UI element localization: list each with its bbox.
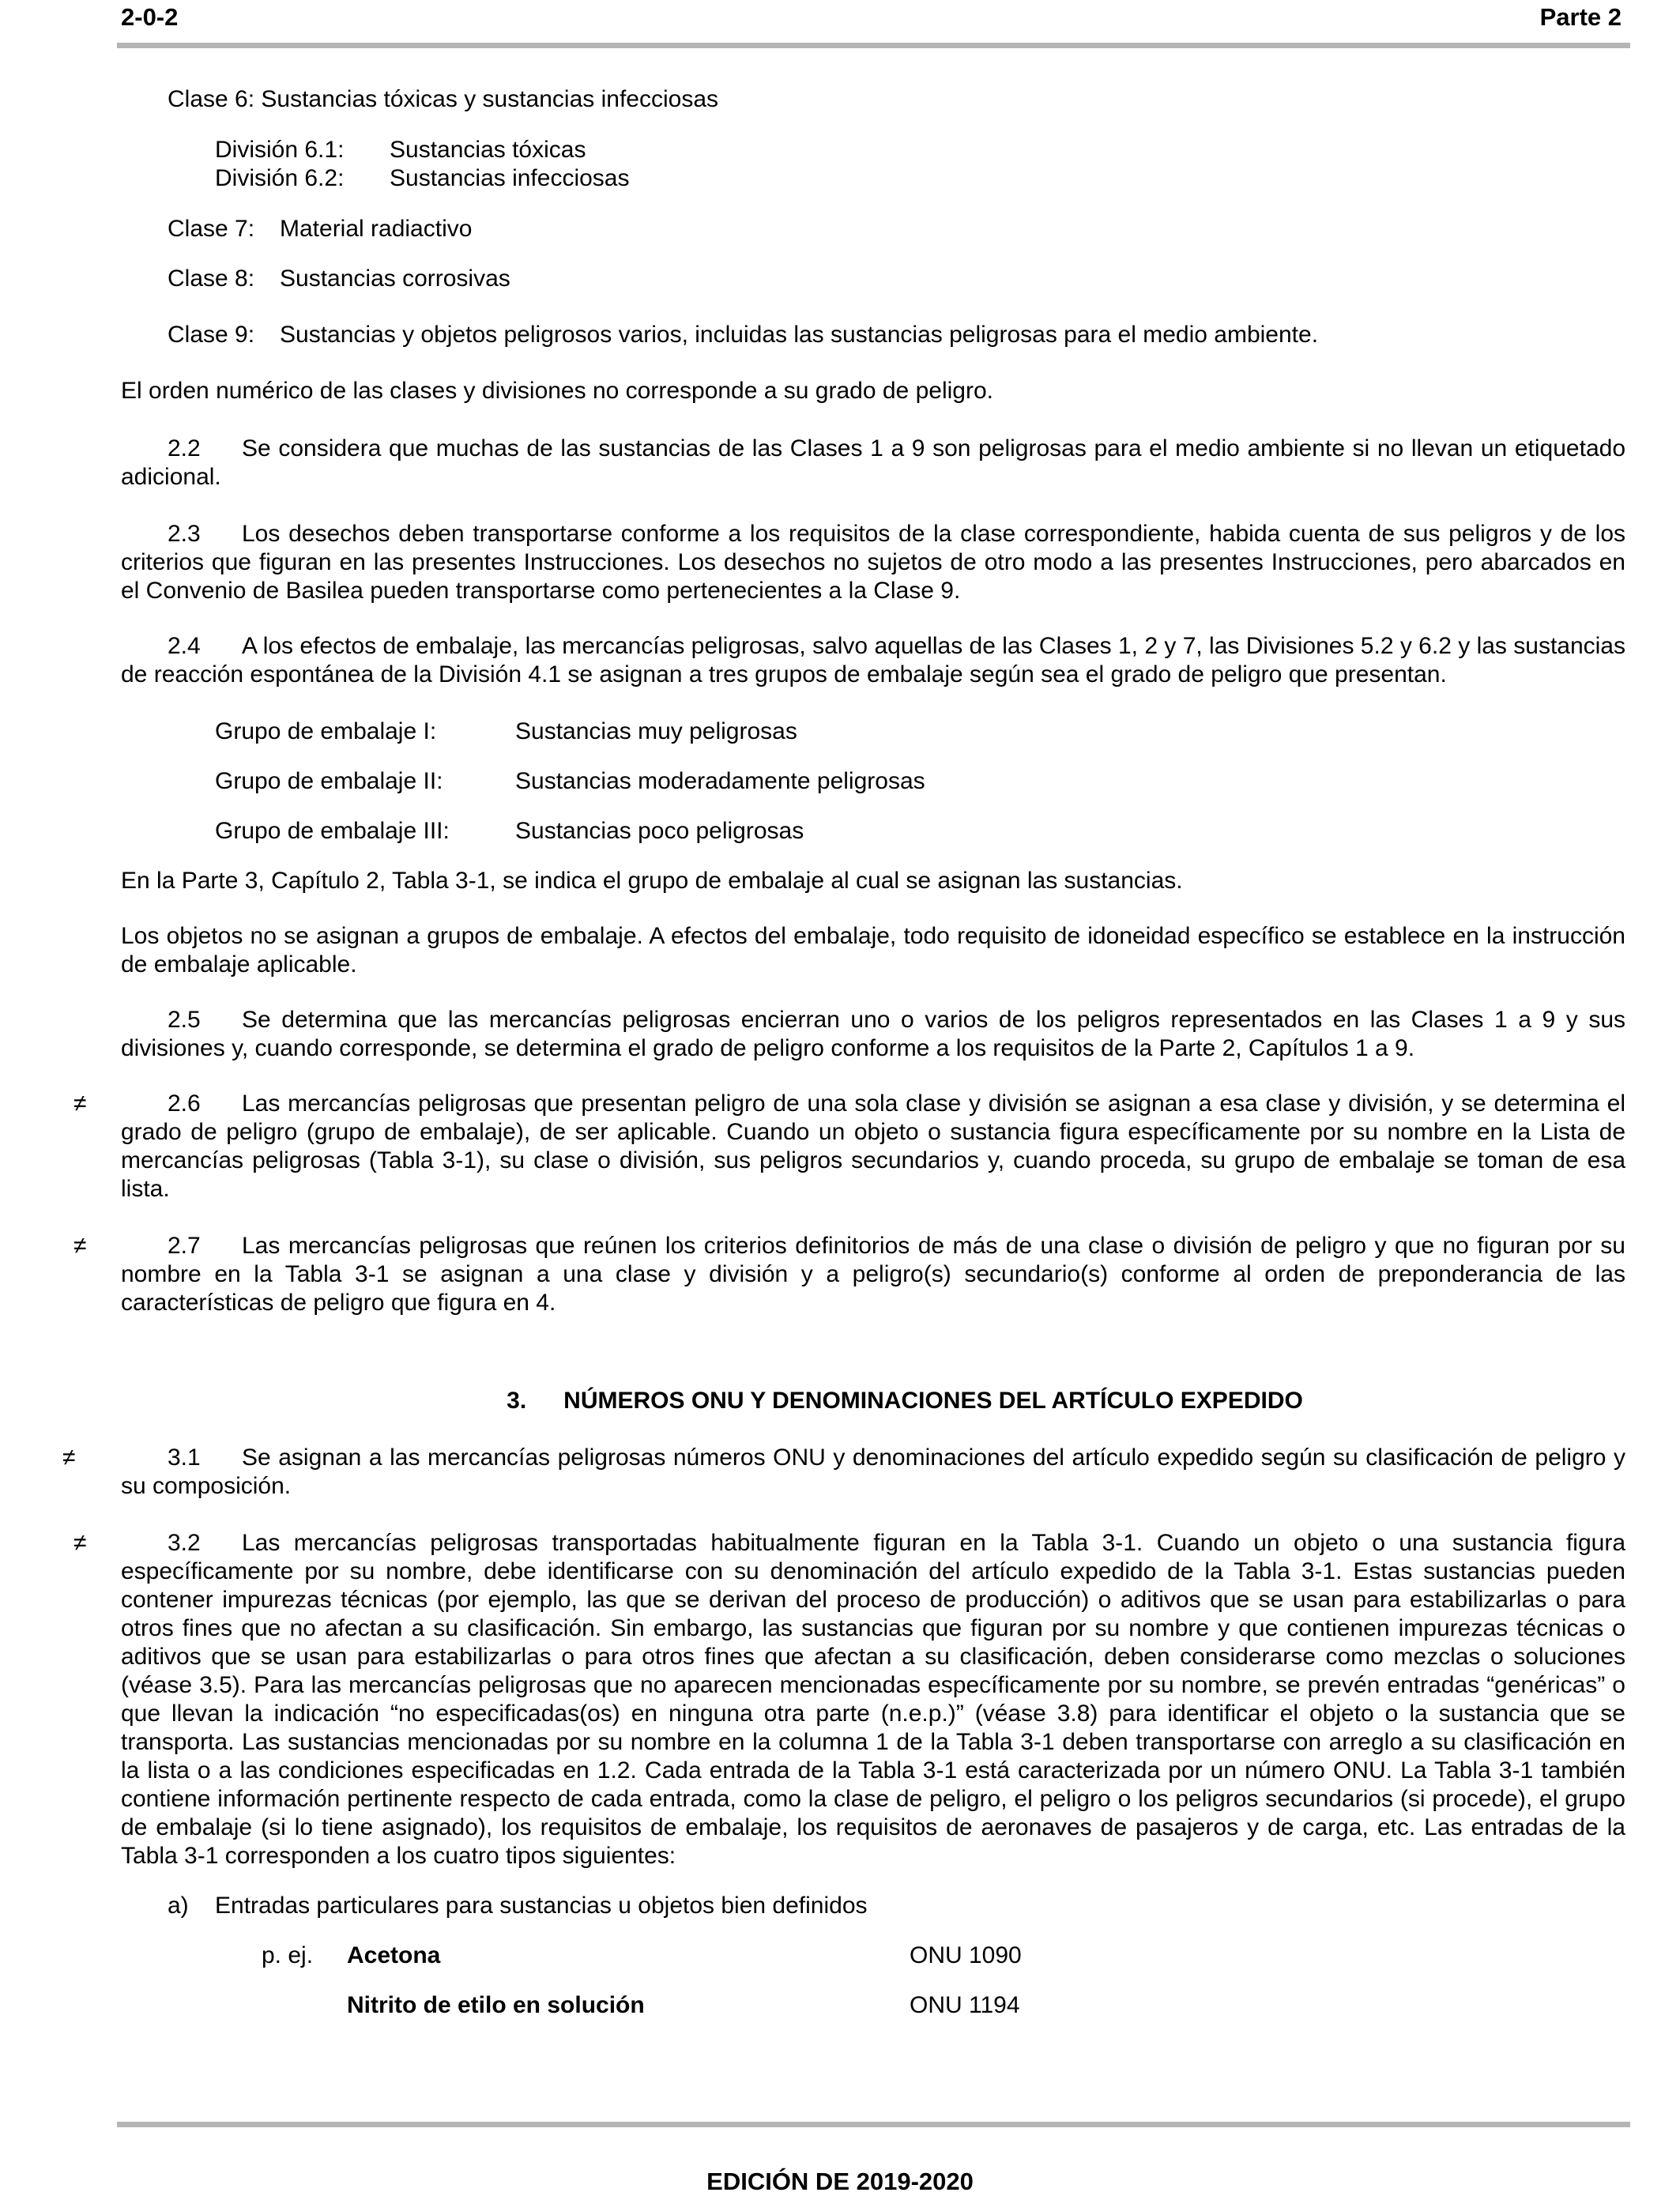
change-mark-icon: ≠: [73, 1090, 87, 1117]
paragraph-2-5: [121, 1006, 1625, 1063]
packing-group-text: Sustancias moderadamente peligrosas: [515, 768, 925, 794]
class-8-label: Clase 8:: [168, 266, 255, 292]
packing-group-text: Sustancias muy peligrosas: [515, 718, 797, 744]
paragraph-text: Se determina que las mercancías peligrosas encierran uno o varios de los peligros representados en las Clases 1 a 9 y sus divisiones y, cuando corresponde, se determina el grado de peligro conforme a los requisitos de la Parte 2, Capítulos 1 a 9.: [121, 1007, 1625, 1061]
paragraph-text: Las mercancías peligrosas transportadas habitualmente figuran en la Tabla 3-1. Cuando un objeto o una sustancia figura específicamente por su nombre, debe identificarse con su denominación del artículo expedido de la Tabla 3-1. Estas sustancias pueden contener impurezas técnicas (por ejemplo, las que se derivan del proceso de producción) o aditivos que se usan para estabilizarlas o para otros fines que no afectan a su clasificación. Sin embargo, las sustancias que figuran por su nombre y que contienen impurezas técnicas o aditivos que se usan para estabilizarlas o para otros fines que afectan a su clasificación, deben considerarse como mezclas o soluciones (véase 3.5). Para las mercancías peligrosas que no aparecen mencionadas específicamente por su nombre, se prevén entradas “genéricas” o que llevan la indicación “no especificadas(os) en ninguna otra parte (n.e.p.)” (véase 3.8) para identificar el objeto o la sustancia que se transporta. Las sustancias mencionadas por su nombre en la columna 1 de la Tabla 3-1 deben transportarse con arreglo a su clasificación en la lista o a las condiciones especificadas en 1.2. Cada entrada de la Tabla 3-1 está caracterizada por un número ONU. La Tabla 3-1 también contiene información pertinente respecto de cada entrada, como la clase de peligro, el peligro o los peligros secundarios (si procede), el grupo de embalaje (si lo tiene asignado), los requisitos de embalaje, los requisitos de aeronaves de pasajeros y de carga, etc. Las entradas de la Tabla 3-1 corresponden a los cuatro tipos siguientes:: [121, 1530, 1625, 1869]
example-un-number: ONU 1090: [910, 1942, 1022, 1968]
paragraph-2-7: [73, 1232, 1625, 1317]
paragraph-3-2: [73, 1529, 1625, 1870]
packing-group-item: [121, 718, 1625, 746]
division-item: [121, 136, 1625, 164]
section-number: 3.: [507, 1388, 527, 1414]
footer-rule: [117, 2122, 1630, 2127]
section-3-heading: [121, 1387, 1625, 1415]
class-9-line: [121, 321, 1625, 349]
class-7-line: [121, 215, 1625, 243]
paragraph-text: A los efectos de embalaje, las mercancías peligrosas, salvo aquellas de las Clases 1, 2 y 7, las Divisiones 5.2 y 6.2 y las sustancias de reacción espontánea de la División 4.1 se asignan a tres grupos de embalaje según sea el grado de peligro que presentan.: [121, 633, 1625, 687]
list-item-a: [121, 1892, 1625, 1920]
example-row: [121, 1991, 1625, 2020]
example-substance: Nitrito de etilo en solución: [347, 1992, 645, 2018]
class-9-text: Sustancias y objetos peligrosos varios, incluidas las sustancias peligrosas para el medio ambiente.: [280, 322, 1319, 348]
paragraph-text: Los desechos deben transportarse conforme a los requisitos de la clase correspondiente, habida cuenta de sus peligros y de los criterios que figuran en las presentes Instrucciones. Los desechos no sujetos de otro modo a las presentes Instrucciones, pero abarcados en el Convenio de Basilea pueden transportarse como pertenecientes a la Clase 9.: [121, 521, 1625, 604]
change-mark-icon: ≠: [73, 1233, 87, 1259]
class-6-text: Sustancias tóxicas y sustancias infecciosas: [261, 86, 719, 112]
numeric-order-note: El orden numérico de las clases y divisiones no corresponde a su grado de peligro.: [121, 378, 993, 404]
class-7-label: Clase 7:: [168, 216, 255, 242]
list-item-text: Entradas particulares para sustancias u objetos bien definidos: [215, 1893, 868, 1919]
paragraph-number: 2.2: [168, 435, 201, 461]
paragraph-2-2: [121, 435, 1625, 492]
objects-note: Los objetos no se asignan a grupos de embalaje. A efectos del embalaje, todo requisito de idoneidad específico se establece en la instrucción de embalaje aplicable.: [121, 923, 1625, 977]
paragraph-2-4: [121, 632, 1625, 689]
edition-footer: EDICIÓN DE 2019-2020: [706, 2168, 974, 2195]
paragraph-text: Las mercancías peligrosas que reúnen los criterios definitorios de más de una clase o división de peligro y que no figuran por su nombre en la Tabla 3-1 se asignan a una clase y división y a peligro(s) secundario(s) conforme al orden de preponderancia de las características de peligro que figura en 4.: [121, 1233, 1625, 1316]
paragraph-2-6: [73, 1090, 1625, 1203]
paragraph-number: 2.3: [168, 521, 201, 547]
paragraph-number: 3.2: [168, 1530, 201, 1556]
division-text: Sustancias tóxicas: [390, 137, 586, 163]
example-un-number: ONU 1194: [910, 1992, 1020, 2018]
paragraph-text: Se asignan a las mercancías peligrosas números ONU y denominaciones del artículo expedido según su clasificación de peligro y su composición.: [121, 1445, 1625, 1499]
example-list: [121, 1942, 1625, 2020]
class-8-line: [121, 265, 1625, 293]
packing-group-item: [121, 817, 1625, 846]
paragraph-number: 2.4: [168, 633, 201, 659]
page-number: 2-0-2: [121, 3, 179, 31]
packing-group-list: [121, 718, 1625, 846]
paragraph-number: 2.6: [168, 1090, 201, 1117]
part-3-note: En la Parte 3, Capítulo 2, Tabla 3-1, se indica el grupo de embalaje al cual se asignan las sustancias.: [121, 868, 1183, 894]
class-6-label: Clase 6:: [168, 86, 255, 112]
division-item: [121, 164, 1625, 193]
packing-group-label: Grupo de embalaje I:: [215, 718, 437, 744]
part-label: Parte 2: [1539, 3, 1622, 31]
division-label: División 6.2:: [215, 165, 345, 191]
example-lead: p. ej.: [262, 1942, 314, 1968]
paragraph-number: 3.1: [168, 1445, 201, 1471]
paragraph-3-1: [62, 1444, 1625, 1501]
class-9-label: Clase 9:: [168, 322, 255, 348]
change-mark-icon: ≠: [62, 1445, 76, 1471]
class-8-text: Sustancias corrosivas: [280, 266, 510, 292]
packing-group-label: Grupo de embalaje III:: [215, 818, 450, 844]
division-list: [121, 136, 1625, 193]
paragraph-2-3: [121, 520, 1625, 605]
header-rule: [117, 43, 1630, 48]
list-item-label: a): [168, 1893, 189, 1919]
section-title: NÚMEROS ONU Y DENOMINACIONES DEL ARTÍCULO EXPEDIDO: [563, 1388, 1303, 1414]
paragraph-text: Las mercancías peligrosas que presentan peligro de una sola clase y división se asignan a esa clase y división, y se determina el grado de peligro (grupo de embalaje), de ser aplicable. Cuando un objeto o sustancia figura específicamente por su nombre en la Lista de mercancías peligrosas (Tabla 3-1), su clase o división, sus peligros secundarios y, cuando proceda, su grupo de embalaje se toman de esa lista.: [121, 1090, 1625, 1202]
paragraph-text: Se considera que muchas de las sustancias de las Clases 1 a 9 son peligrosas para el medio ambiente si no llevan un etiquetado adicional.: [121, 435, 1625, 490]
packing-group-text: Sustancias poco peligrosas: [515, 818, 804, 844]
page-body: [62, 85, 1625, 2020]
division-text: Sustancias infecciosas: [390, 165, 630, 191]
packing-group-label: Grupo de embalaje II:: [215, 768, 443, 794]
example-substance: Acetona: [347, 1942, 441, 1968]
packing-group-item: [121, 767, 1625, 796]
class-6-line: [121, 85, 1625, 114]
class-7-text: Material radiactivo: [280, 216, 473, 242]
paragraph-number: 2.5: [168, 1007, 201, 1033]
division-label: División 6.1:: [215, 137, 345, 163]
paragraph-number: 2.7: [168, 1233, 201, 1259]
change-mark-icon: ≠: [73, 1530, 87, 1556]
example-row: [121, 1942, 1625, 1970]
